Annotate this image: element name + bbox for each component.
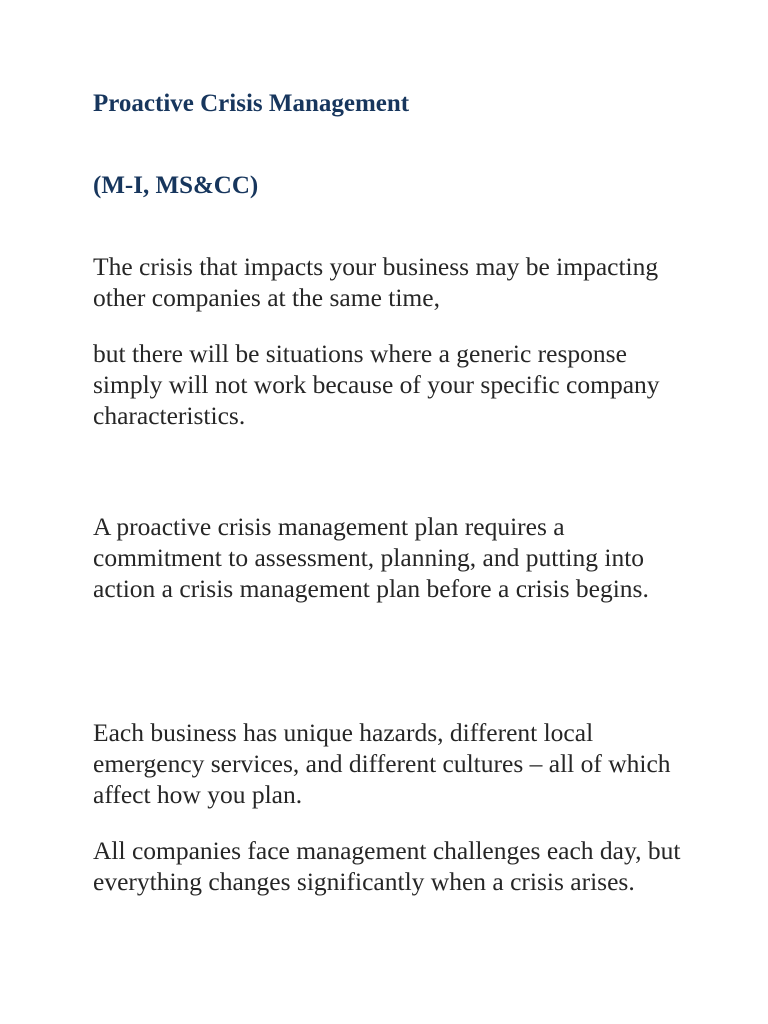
paragraph-3: A proactive crisis management plan requires a commitment to assessment, planning, and putting into action a crisis management plan before a crisis begins. <box>93 512 649 603</box>
page-title: Proactive Crisis Management <box>93 90 410 117</box>
paragraph-4: Each business has unique hazards, different local emergency services, and different cultures – all of which affect how you plan. <box>93 718 671 809</box>
paragraph-1: The crisis that impacts your business may be impacting other companies at the same time, <box>93 252 659 312</box>
paragraph-2: but there will be situations where a generic response simply will not work because of your specific company characteristics. <box>93 339 660 430</box>
page-subtitle: (M-I, MS&CC) <box>93 172 259 199</box>
paragraph-5: All companies face management challenges each day, but everything changes significantly when a crisis arises. <box>93 836 681 896</box>
